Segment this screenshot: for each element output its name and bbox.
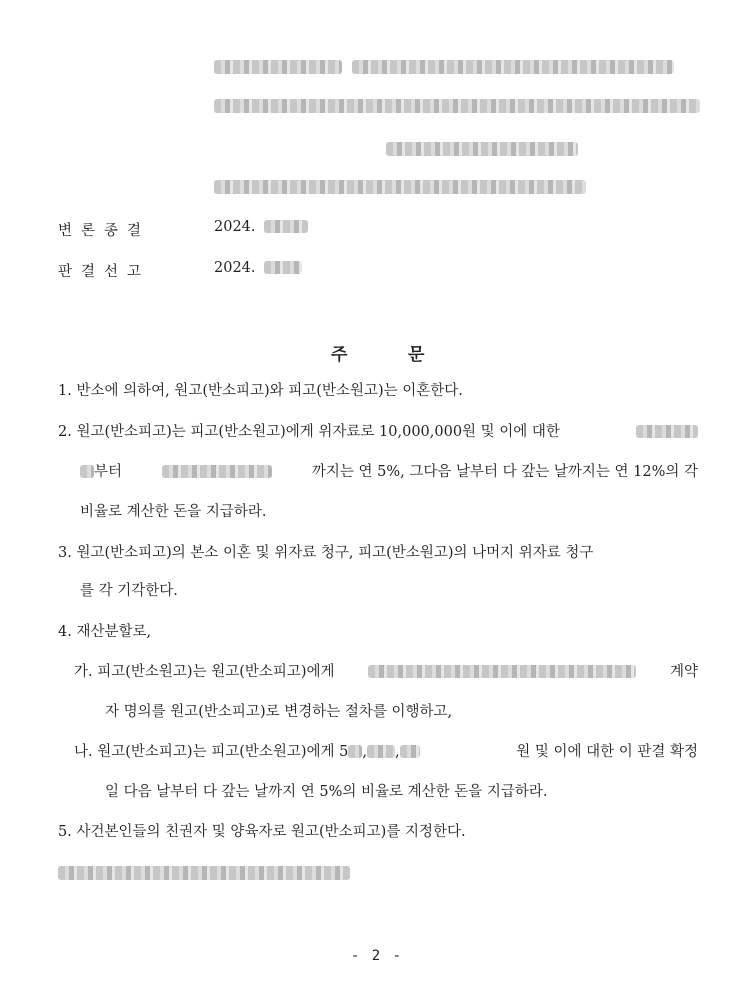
order-item-5: 5. 사건본인들의 친권자 및 양육자로 원고(반소피고)를 지정한다. — [58, 824, 466, 840]
redacted-text — [58, 866, 350, 880]
order-item-4-na-line-2: 일 다음 날부터 다 갚는 날까지 연 5%의 비율로 계산한 돈을 지급하라. — [105, 784, 548, 800]
order-item-4-na-line-1: 나. 원고(반소피고)는 피고(반소원고)에게 5 , , 원 및 이에 대한 이 판결 확정 — [74, 744, 698, 760]
order-item-2-line-2: 부터 까지는 연 5%, 그다음 날부터 다 갚는 날까지는 연 12%의 각 — [80, 462, 698, 482]
redacted-text — [264, 261, 302, 274]
page-number: - 2 - — [350, 948, 404, 964]
order-item-4: 4. 재산분할로, — [58, 624, 152, 640]
redacted-text — [348, 745, 362, 758]
redacted-text — [162, 465, 272, 478]
order-item-4-ga-line-1: 가. 피고(반소원고)는 원고(반소피고)에게 계약 — [74, 664, 698, 680]
redacted-text — [400, 745, 420, 758]
closing-label: 변론종결 — [58, 223, 151, 239]
redacted-text — [214, 99, 700, 113]
section-title-right: 문 — [408, 345, 425, 365]
judgment-date: 2024. — [214, 260, 302, 276]
closing-date: 2024. — [214, 219, 308, 235]
order-item-1: 1. 반소에 의하여, 원고(반소피고)와 피고(반소원고)는 이혼한다. — [58, 383, 463, 399]
order-item-3-line-2: 를 각 기각한다. — [80, 583, 178, 599]
section-title-left: 주 — [331, 345, 348, 365]
redacted-text — [264, 220, 308, 233]
order-item-2-line-1: 2. 원고(반소피고)는 피고(반소원고)에게 위자료로 10,000,000원 및 이에 대한 — [58, 422, 698, 442]
order-item-2-line-3: 비율로 계산한 돈을 지급하라. — [80, 504, 267, 520]
judgment-label: 판결선고 — [58, 264, 151, 280]
redacted-text — [368, 665, 636, 678]
redacted-text — [352, 60, 674, 74]
order-item-3-line-1: 3. 원고(반소피고)의 본소 이혼 및 위자료 청구, 피고(반소원고)의 나머지 위자료 청구 — [58, 545, 594, 561]
redacted-text — [367, 745, 395, 758]
redacted-text — [636, 425, 698, 438]
redacted-text — [214, 180, 586, 194]
redacted-text — [80, 465, 94, 478]
order-item-4-ga-line-2: 자 명의를 원고(반소피고)로 변경하는 절차를 이행하고, — [105, 704, 453, 720]
redacted-text — [386, 142, 578, 156]
redacted-text — [214, 60, 342, 74]
